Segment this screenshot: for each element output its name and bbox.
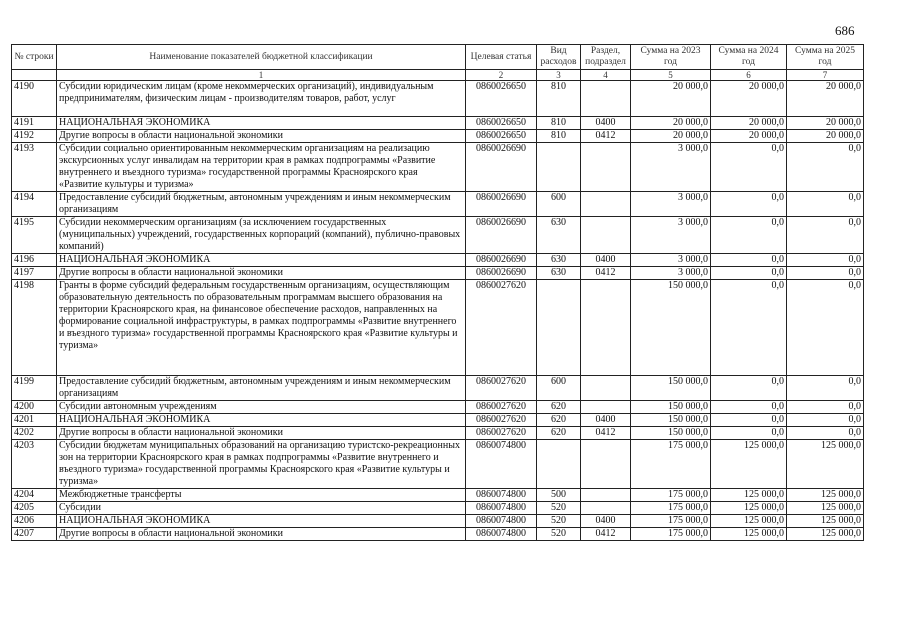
row-sum-2025: 0,0	[787, 401, 864, 414]
header-sum-2025: Сумма на 2025 год	[787, 45, 864, 70]
row-section: 0400	[581, 414, 631, 427]
row-target-code: 0860027620	[466, 376, 537, 401]
table-row	[12, 254, 864, 267]
row-sum-2023: 175 000,0	[631, 515, 711, 528]
row-section: 0412	[581, 528, 631, 541]
row-sum-2025: 125 000,0	[787, 502, 864, 515]
row-section: 0412	[581, 130, 631, 143]
row-sum-2024: 125 000,0	[711, 515, 787, 528]
table-row	[12, 192, 864, 217]
row-name: Предоставление субсидий бюджетным, автономным учреждениям и иным некоммерческим организациям	[57, 376, 466, 401]
row-target-code: 0860074800	[466, 489, 537, 502]
row-number: 4202	[12, 427, 57, 440]
row-section	[581, 280, 631, 376]
row-section	[581, 81, 631, 117]
row-sum-2025: 20 000,0	[787, 130, 864, 143]
row-number: 4200	[12, 401, 57, 414]
row-number: 4199	[12, 376, 57, 401]
row-section	[581, 143, 631, 192]
row-sum-2024: 0,0	[711, 192, 787, 217]
row-sum-2025: 0,0	[787, 143, 864, 192]
table-row	[12, 81, 864, 117]
row-sum-2024: 0,0	[711, 414, 787, 427]
row-sum-2025: 0,0	[787, 414, 864, 427]
row-number: 4207	[12, 528, 57, 541]
row-number: 4203	[12, 440, 57, 489]
row-target-code: 0860027620	[466, 427, 537, 440]
row-sum-2024: 20 000,0	[711, 130, 787, 143]
row-target-code: 0860074800	[466, 502, 537, 515]
row-sum-2023: 150 000,0	[631, 376, 711, 401]
column-number: 5	[631, 70, 711, 81]
row-expense-kind: 630	[537, 267, 581, 280]
row-expense-kind: 520	[537, 515, 581, 528]
header-row	[12, 45, 864, 70]
row-target-code: 0860074800	[466, 440, 537, 489]
row-sum-2024: 125 000,0	[711, 502, 787, 515]
row-number: 4197	[12, 267, 57, 280]
row-number: 4193	[12, 143, 57, 192]
table-row	[12, 280, 864, 376]
row-expense-kind: 600	[537, 376, 581, 401]
page-number: 686	[835, 23, 855, 38]
row-number: 4201	[12, 414, 57, 427]
row-sum-2024: 0,0	[711, 427, 787, 440]
row-target-code: 0860027620	[466, 280, 537, 376]
column-number: 3	[537, 70, 581, 81]
table-row	[12, 217, 864, 254]
row-sum-2023: 20 000,0	[631, 130, 711, 143]
row-target-code: 0860026690	[466, 143, 537, 192]
row-expense-kind: 500	[537, 489, 581, 502]
row-section: 0412	[581, 427, 631, 440]
row-name: Субсидии бюджетам муниципальных образований на организацию туристско-рекреационных зон на территории Красноярского края в рамках подпрограммы «Развитие внутреннего и въездного туризма» государственной программы Красноярского края «Развитие культуры и туризма»	[57, 440, 466, 489]
row-expense-kind: 620	[537, 414, 581, 427]
row-expense-kind: 810	[537, 130, 581, 143]
row-sum-2023: 150 000,0	[631, 427, 711, 440]
row-section	[581, 502, 631, 515]
row-sum-2024: 0,0	[711, 143, 787, 192]
column-number: 2	[466, 70, 537, 81]
row-sum-2023: 175 000,0	[631, 502, 711, 515]
row-sum-2023: 20 000,0	[631, 117, 711, 130]
row-name: НАЦИОНАЛЬНАЯ ЭКОНОМИКА	[57, 254, 466, 267]
row-expense-kind: 630	[537, 217, 581, 254]
row-target-code: 0860074800	[466, 528, 537, 541]
row-sum-2024: 125 000,0	[711, 440, 787, 489]
row-name: Субсидии автономным учреждениям	[57, 401, 466, 414]
row-target-code: 0860026690	[466, 192, 537, 217]
row-sum-2025: 0,0	[787, 427, 864, 440]
table-row	[12, 130, 864, 143]
row-sum-2023: 3 000,0	[631, 267, 711, 280]
row-section	[581, 376, 631, 401]
row-sum-2025: 0,0	[787, 254, 864, 267]
row-target-code: 0860027620	[466, 414, 537, 427]
row-sum-2024: 0,0	[711, 217, 787, 254]
column-number-empty	[12, 70, 57, 81]
row-sum-2025: 125 000,0	[787, 489, 864, 502]
row-name: Субсидии юридическим лицам (кроме некоммерческих организаций), индивидуальным предпринимателям, физическим лицам - производителям товаров, работ, услуг	[57, 81, 466, 117]
budget-table	[11, 44, 864, 541]
table-row	[12, 515, 864, 528]
row-sum-2024: 125 000,0	[711, 489, 787, 502]
row-number: 4190	[12, 81, 57, 117]
row-target-code: 0860026690	[466, 254, 537, 267]
header-target: Целевая статья	[466, 45, 537, 70]
row-section: 0400	[581, 254, 631, 267]
row-sum-2025: 125 000,0	[787, 515, 864, 528]
row-sum-2024: 0,0	[711, 376, 787, 401]
row-name: НАЦИОНАЛЬНАЯ ЭКОНОМИКА	[57, 117, 466, 130]
row-sum-2023: 150 000,0	[631, 280, 711, 376]
row-sum-2024: 20 000,0	[711, 81, 787, 117]
row-sum-2023: 175 000,0	[631, 440, 711, 489]
row-number: 4194	[12, 192, 57, 217]
column-number: 4	[581, 70, 631, 81]
row-expense-kind	[537, 143, 581, 192]
row-number: 4204	[12, 489, 57, 502]
row-section	[581, 192, 631, 217]
row-sum-2023: 175 000,0	[631, 489, 711, 502]
row-number: 4196	[12, 254, 57, 267]
row-section: 0412	[581, 267, 631, 280]
row-target-code: 0860026650	[466, 117, 537, 130]
row-section	[581, 489, 631, 502]
row-sum-2025: 125 000,0	[787, 528, 864, 541]
row-expense-kind: 810	[537, 81, 581, 117]
row-sum-2025: 125 000,0	[787, 440, 864, 489]
row-sum-2025: 0,0	[787, 376, 864, 401]
row-name: Гранты в форме субсидий федеральным государственным организациям, осуществляющим образовательную деятельность по образовательным программам высшего образования на территории Красноярского края, на финансовое обеспечение расходов, направленных на формирование социальной инфраструктуры, в рамках подпрограммы «Развитие внутреннего и въездного туризма» государственной программы Красноярского края «Развитие культуры и туризма»	[57, 280, 466, 376]
table-row	[12, 427, 864, 440]
row-number: 4205	[12, 502, 57, 515]
header-name: Наименование показателей бюджетной классификации	[57, 45, 466, 70]
row-section	[581, 401, 631, 414]
row-section: 0400	[581, 515, 631, 528]
row-sum-2024: 125 000,0	[711, 528, 787, 541]
row-name: Другие вопросы в области национальной экономики	[57, 427, 466, 440]
row-sum-2024: 0,0	[711, 254, 787, 267]
table-row	[12, 489, 864, 502]
row-expense-kind: 630	[537, 254, 581, 267]
row-target-code: 0860027620	[466, 401, 537, 414]
row-expense-kind: 520	[537, 528, 581, 541]
row-sum-2025: 20 000,0	[787, 81, 864, 117]
row-expense-kind: 520	[537, 502, 581, 515]
row-sum-2024: 0,0	[711, 280, 787, 376]
row-sum-2023: 20 000,0	[631, 81, 711, 117]
row-number: 4198	[12, 280, 57, 376]
header-kind: Вид расходов	[537, 45, 581, 70]
row-sum-2024: 20 000,0	[711, 117, 787, 130]
row-number: 4195	[12, 217, 57, 254]
header-sum-2024: Сумма на 2024 год	[711, 45, 787, 70]
table-row	[12, 414, 864, 427]
table-row	[12, 267, 864, 280]
row-target-code: 0860026650	[466, 130, 537, 143]
row-target-code: 0860026690	[466, 217, 537, 254]
row-name: НАЦИОНАЛЬНАЯ ЭКОНОМИКА	[57, 515, 466, 528]
row-sum-2023: 3 000,0	[631, 217, 711, 254]
row-expense-kind: 810	[537, 117, 581, 130]
row-sum-2023: 3 000,0	[631, 192, 711, 217]
row-sum-2024: 0,0	[711, 401, 787, 414]
row-sum-2025: 20 000,0	[787, 117, 864, 130]
table-row	[12, 440, 864, 489]
row-number: 4191	[12, 117, 57, 130]
row-sum-2023: 3 000,0	[631, 143, 711, 192]
row-number: 4192	[12, 130, 57, 143]
row-number: 4206	[12, 515, 57, 528]
row-expense-kind: 600	[537, 192, 581, 217]
row-sum-2025: 0,0	[787, 217, 864, 254]
row-sum-2025: 0,0	[787, 192, 864, 217]
column-number-row	[12, 70, 864, 81]
row-expense-kind: 620	[537, 427, 581, 440]
row-section	[581, 217, 631, 254]
row-name: Другие вопросы в области национальной экономики	[57, 528, 466, 541]
table-row	[12, 376, 864, 401]
row-name: Другие вопросы в области национальной экономики	[57, 130, 466, 143]
row-sum-2023: 175 000,0	[631, 528, 711, 541]
row-sum-2023: 3 000,0	[631, 254, 711, 267]
row-sum-2023: 150 000,0	[631, 414, 711, 427]
table-row	[12, 502, 864, 515]
row-sum-2025: 0,0	[787, 280, 864, 376]
table-row	[12, 117, 864, 130]
row-name: Предоставление субсидий бюджетным, автономным учреждениям и иным некоммерческим организациям	[57, 192, 466, 217]
header-section: Раздел, подраздел	[581, 45, 631, 70]
row-name: НАЦИОНАЛЬНАЯ ЭКОНОМИКА	[57, 414, 466, 427]
table-row	[12, 143, 864, 192]
row-target-code: 0860026650	[466, 81, 537, 117]
row-expense-kind: 620	[537, 401, 581, 414]
row-section	[581, 440, 631, 489]
row-name: Субсидии некоммерческим организациям (за исключением государственных (муниципальных) учреждений, государственных корпораций (компаний), публично-правовых компаний)	[57, 217, 466, 254]
row-section: 0400	[581, 117, 631, 130]
row-name: Межбюджетные трансферты	[57, 489, 466, 502]
row-expense-kind	[537, 280, 581, 376]
table-row	[12, 528, 864, 541]
row-expense-kind	[537, 440, 581, 489]
column-number: 7	[787, 70, 864, 81]
row-sum-2023: 150 000,0	[631, 401, 711, 414]
header-sum-2023: Сумма на 2023 год	[631, 45, 711, 70]
row-target-code: 0860074800	[466, 515, 537, 528]
row-name: Субсидии	[57, 502, 466, 515]
row-name: Другие вопросы в области национальной экономики	[57, 267, 466, 280]
row-sum-2025: 0,0	[787, 267, 864, 280]
column-number: 6	[711, 70, 787, 81]
header-row-no: № строки	[12, 45, 57, 70]
row-target-code: 0860026690	[466, 267, 537, 280]
row-name: Субсидии социально ориентированным некоммерческим организациям на реализацию экскурсионных услуг инвалидам на территории края в рамках подпрограммы «Развитие внутреннего и въездного туризма» государственной программы Красноярского края «Развитие культуры и туризма»	[57, 143, 466, 192]
table-row	[12, 401, 864, 414]
row-sum-2024: 0,0	[711, 267, 787, 280]
column-number: 1	[57, 70, 466, 81]
